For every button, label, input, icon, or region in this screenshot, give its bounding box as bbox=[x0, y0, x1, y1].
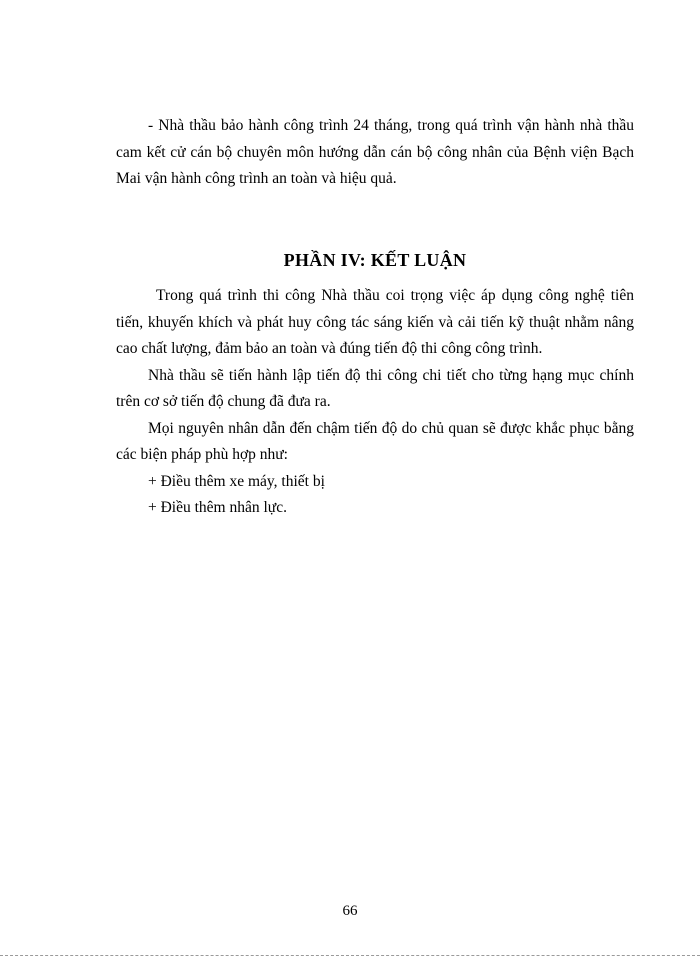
section-heading: PHẦN IV: KẾT LUẬN bbox=[283, 250, 467, 270]
page-divider bbox=[0, 955, 700, 956]
conclusion-paragraph-1: Trong quá trình thi công Nhà thầu coi trọng việc áp dụng công nghệ tiên tiến, khuyến khích và phát huy công tác sáng kiến và cải tiến kỹ thuật nhằm nâng cao chất lượng, đảm bảo an toàn và đúng tiến độ thi công công trình. bbox=[116, 287, 634, 357]
conclusion-paragraph-2: Nhà thầu sẽ tiến hành lập tiến độ thi công chi tiết cho từng hạng mục chính trên cơ sở tiến độ chung đã đưa ra. bbox=[116, 366, 634, 410]
conclusion-paragraph-3: Mọi nguyên nhân dẫn đến chậm tiến độ do chủ quan sẽ được khắc phục bằng các biện pháp phù hợp như: bbox=[116, 419, 634, 463]
conclusion-body bbox=[116, 283, 634, 522]
page-number: 66 bbox=[342, 903, 358, 919]
list-item: + Điều thêm nhân lực. bbox=[148, 499, 287, 516]
list-item: + Điều thêm xe máy, thiết bị bbox=[148, 472, 325, 490]
warranty-paragraph: - Nhà thầu bảo hành công trình 24 tháng, trong quá trình vận hành nhà thầu cam kết cử cán bộ chuyên môn hướng dẫn cán bộ công nhân của Bệnh viện Bạch Mai vận hành công trình an toàn và hiệu quả. bbox=[116, 117, 634, 187]
warranty-section bbox=[116, 113, 634, 193]
